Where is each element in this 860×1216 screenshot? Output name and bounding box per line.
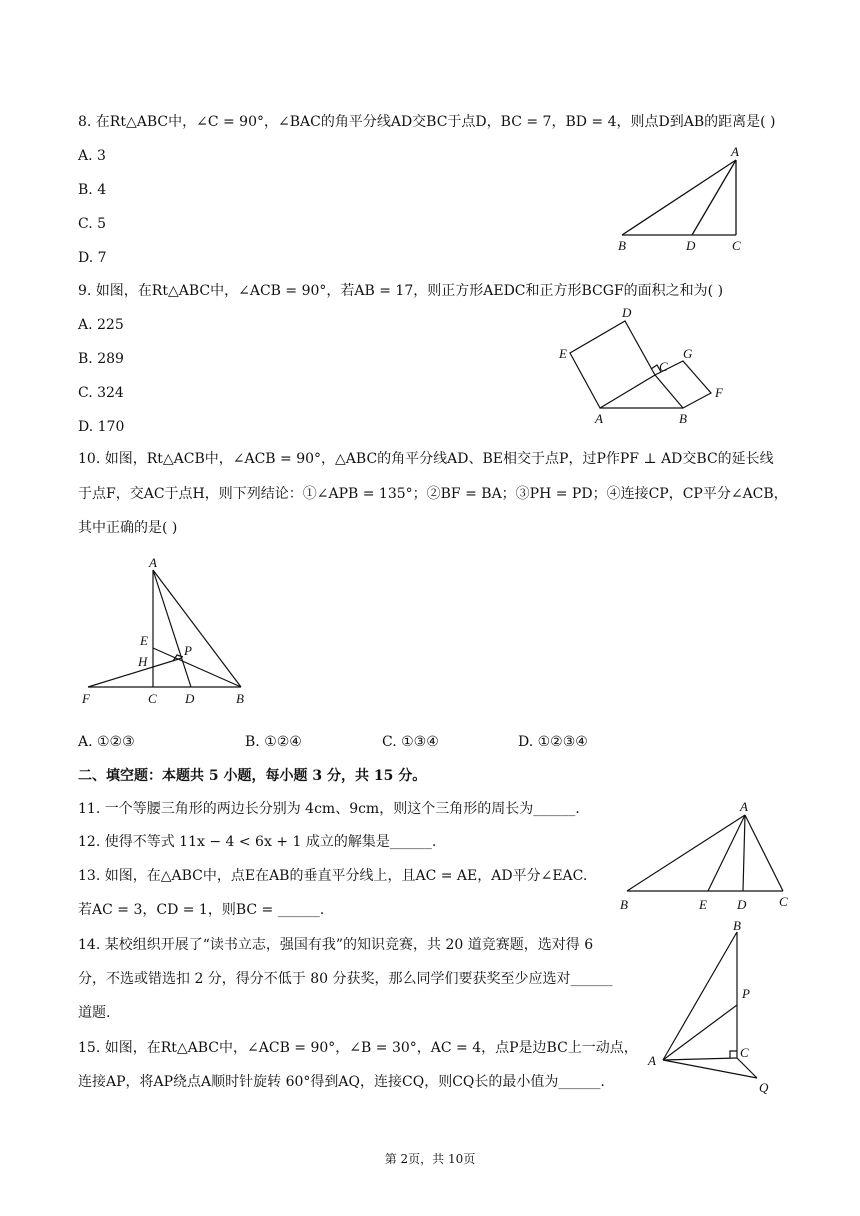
section-2-heading: 二、填空题：本题共 5 小题，每小题 3 分，共 15 分。 [78,768,427,784]
q10-label-a: A [149,555,157,570]
q10-option-b: B. ①②④ [245,734,302,750]
q10-label-e: E [140,633,148,648]
q10-figure [78,555,263,710]
q12-text: 12. 使得不等式 11x − 4 < 6x + 1 成立的解集是______. [78,834,437,850]
page-footer: 第 2页，共 10页 [384,1152,476,1166]
q8-option-a: A. 3 [78,148,106,164]
q10-label-f: F [82,691,90,706]
q10-stem-line-1: 10. 如图，Rt△ACB中，∠ACB = 90°，△ABC的角平分线AD、BE相交于点P，过P作PF ⊥ AD交BC的延长线 [78,451,774,467]
q9-label-f: F [715,385,723,400]
q10-label-c: C [148,691,157,706]
q10-option-a: A. ①②③ [78,734,135,750]
q15-label-q: Q [759,1080,769,1095]
q13-label-e: E [699,897,707,912]
q8-option-d: D. 7 [78,250,107,266]
q8-label-a: A [731,144,739,159]
q9-figure [555,303,735,428]
q13-label-d: D [737,897,747,912]
q10-option-d: D. ①②③④ [518,734,588,750]
q10-label-p: P [184,643,192,658]
q9-label-b: B [679,411,687,426]
q13-figure [615,795,800,915]
q10-stem-line-3: 其中正确的是( ) [78,520,178,536]
q9-option-b: B. 289 [78,351,124,367]
q9-option-d: D. 170 [78,419,125,435]
q9-label-e: E [559,346,567,361]
q9-label-c: C [659,359,668,374]
q10-stem-line-2: 于点F，交AC于点H，则下列结论：①∠APB = 135°；②BF = BA；③PH = PD；④连接CP，CP平分∠ACB， [78,486,788,502]
q15-line-2: 连接AP，将AP绕点A顺时针旋转 60°得到AQ，连接CQ，则CQ长的最小值为______. [78,1074,605,1090]
q14-line-1: 14. 某校组织开展了“读书立志，强国有我”的知识竞赛，共 20 道竞赛题，选对得 6 [78,937,594,953]
q15-label-a: A [648,1053,656,1068]
q15-figure [645,920,780,1100]
q13-label-a: A [740,799,748,814]
q13-line-2: 若AC = 3，CD = 1，则BC = ______. [78,902,325,918]
q14-line-2: 分，不选或错选扣 2 分，得分不低于 80 分获奖，那么同学们要获奖至少应选对______ [78,971,613,987]
q15-label-p: P [742,986,750,1001]
q8-option-c: C. 5 [78,216,107,232]
q14-line-3: 道题. [78,1005,111,1021]
q9-stem: 9. 如图，在Rt△ABC中，∠ACB = 90°，若AB = 17，则正方形AEDC和正方形BCGF的面积之和为( ) [78,283,724,299]
q9-label-a: A [595,411,603,426]
q15-label-b: B [733,920,741,933]
q15-label-c: C [740,1045,749,1060]
q10-label-h: H [138,654,148,669]
q9-label-g: G [683,346,693,361]
q13-label-c: C [779,894,788,909]
q10-label-d: D [185,691,195,706]
q8-label-b: B [618,238,626,253]
q10-label-b: B [236,691,244,706]
q9-label-d: D [622,305,632,320]
q15-line-1: 15. 如图，在Rt△ABC中，∠ACB = 90°，∠B = 30°，AC = 4，点P是边BC上一动点， [78,1040,638,1056]
q13-line-1: 13. 如图，在△ABC中，点E在AB的垂直平分线上，且AC = AE，AD平分∠EAC. [78,868,588,884]
q8-stem: 8. 在Rt△ABC中，∠C = 90°，∠BAC的角平分线AD交BC于点D，BC = 7，BD = 4，则点D到AB的距离是( ) [78,114,776,130]
q8-figure [610,140,760,255]
q8-label-d: D [686,238,696,253]
q9-option-a: A. 225 [78,317,124,333]
q8-label-c: C [732,238,741,253]
q10-option-c: C. ①③④ [382,734,439,750]
q11-text: 11. 一个等腰三角形的两边长分别为 4cm、9cm，则这个三角形的周长为______. [78,801,580,817]
q9-option-c: C. 324 [78,385,124,401]
q13-label-b: B [620,897,628,912]
q8-option-b: B. 4 [78,182,107,198]
